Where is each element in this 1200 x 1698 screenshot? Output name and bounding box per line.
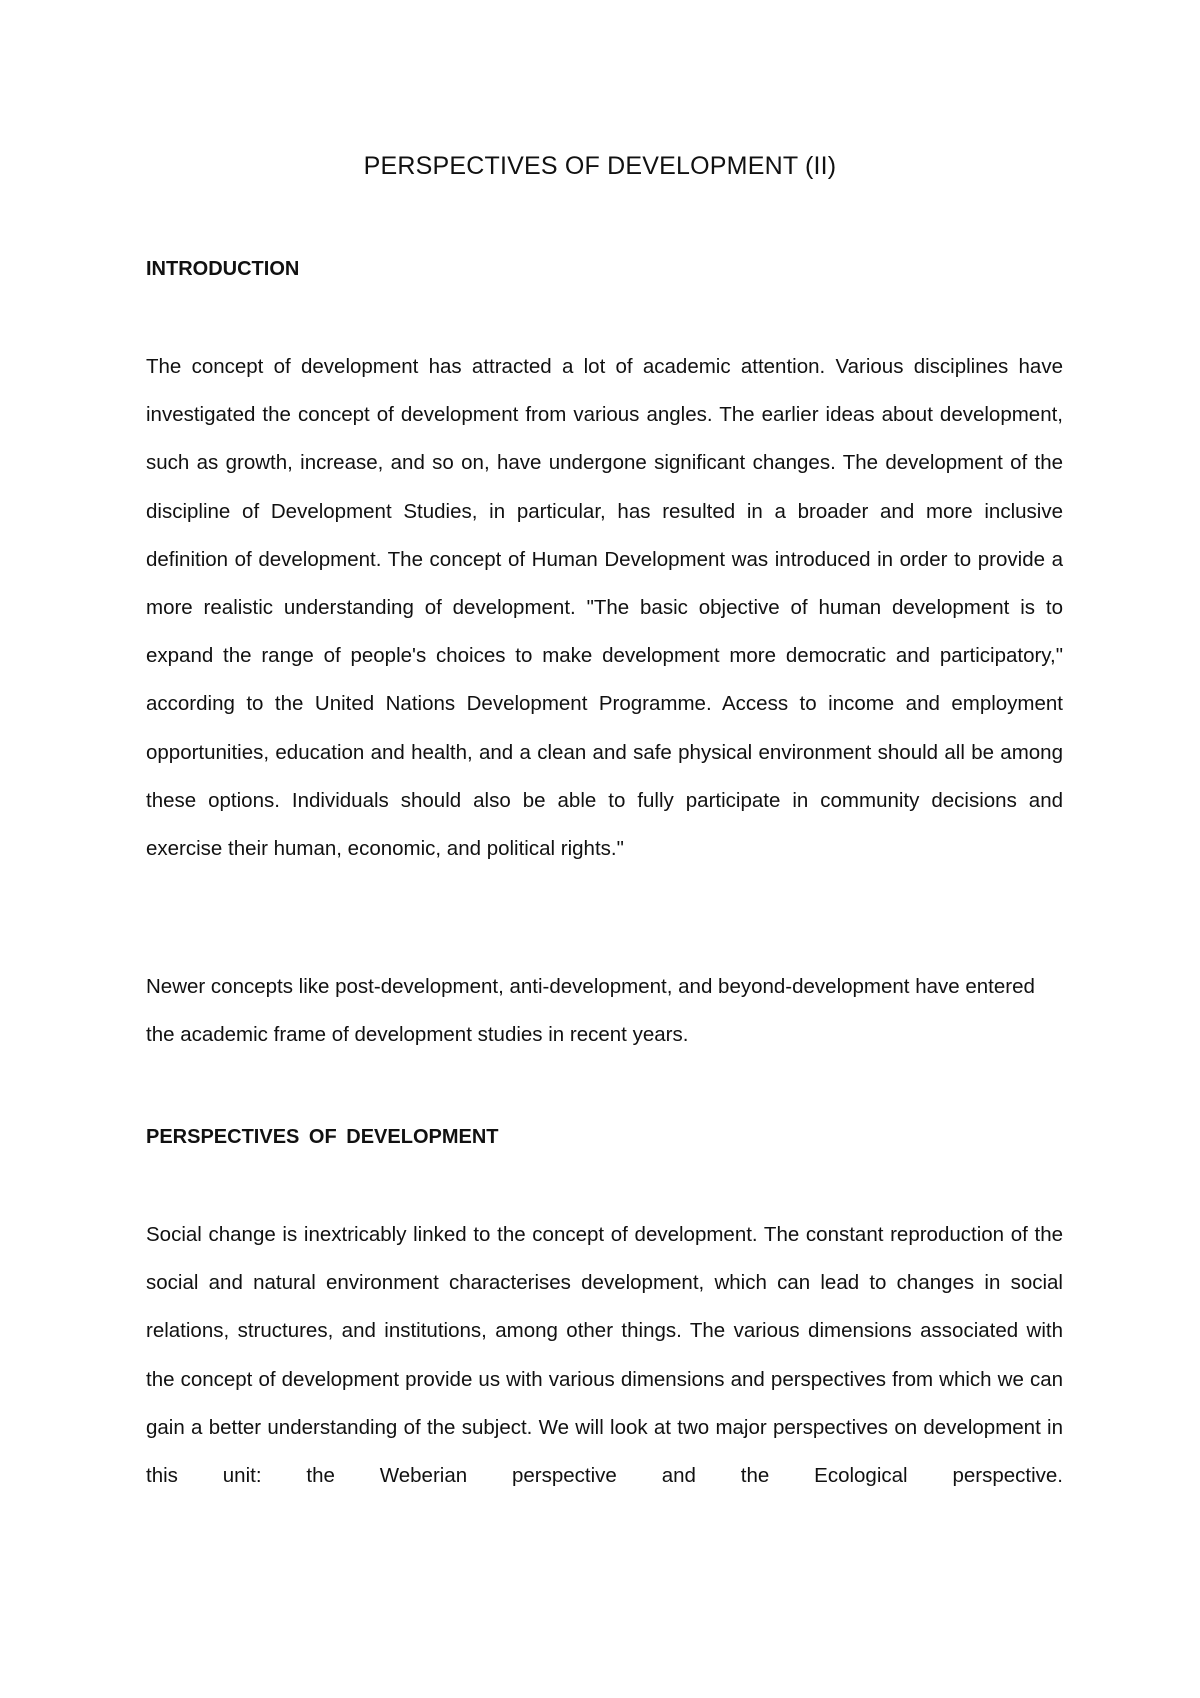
introduction-paragraph-1: The concept of development has attracted a lot of academic attention. Various disciplines have investigated the concept of development from various angles. The earlier ideas about development, such as growth, increase, and so on, have undergone significant changes. The development of the discipline of Development Studies, in particular, has resulted in a broader and more inclusive definition of development. The concept of Human Development was introduced in order to provide a more realistic understanding of development. "The basic objective of human development is to expand the range of people's choices to make development more democratic and participatory," according to the United Nations Development Programme. Access to income and employment opportunities, education and health, and a clean and safe physical environment should all be among these options. Individuals should also be able to fully participate in community decisions and exercise their human, economic, and political rights."	[146, 355, 1063, 861]
document-title: PERSPECTIVES OF DEVELOPMENT (II)	[363, 152, 837, 180]
introduction-paragraph-2: Newer concepts like post-development, anti-development, and beyond-development have entered the academic frame of development studies in recent years.	[146, 975, 1035, 1047]
section-heading-perspectives: PERSPECTIVES OF DEVELOPMENT	[146, 1126, 499, 1148]
section-heading-introduction: INTRODUCTION	[146, 258, 300, 280]
perspectives-paragraph-1: Social change is inextricably linked to the concept of development. The constant reproduction of the social and natural environment characterises development, which can lead to changes in social relations, structures, and institutions, among other things. The various dimensions associated with the concept of development provide us with various dimensions and perspectives from which we can gain a better understanding of the subject. We will look at two major perspectives on development in this unit: the Weberian perspective and the Ecological perspective.	[146, 1223, 1063, 1488]
